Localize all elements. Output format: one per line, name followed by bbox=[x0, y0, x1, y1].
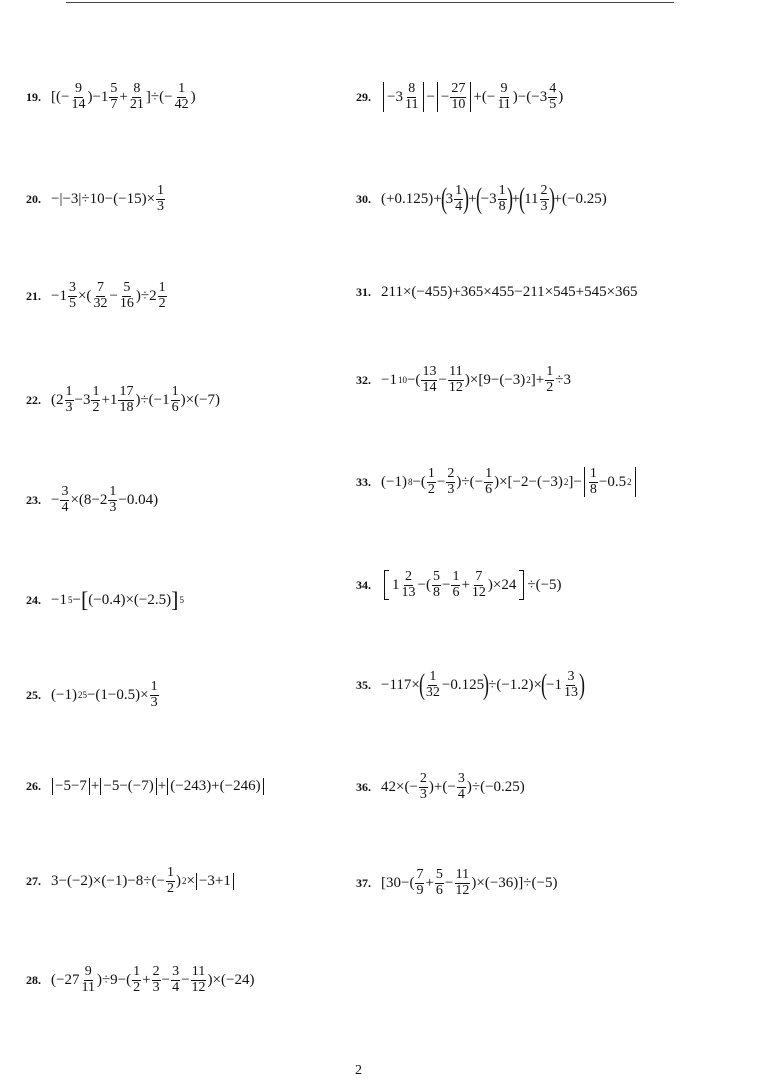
expression: −|−3|÷10−(−15)× $\frac{1}{3}$ bbox=[51, 183, 165, 214]
problem-number: 32. bbox=[356, 372, 371, 387]
problem-number: 33. bbox=[356, 474, 371, 489]
expression: −1 10 −( $\frac{13}{14}$ − $\frac{11}{12}$ )×[9−(−3) 2 ]+ $\frac{1}{2}$ ÷3 bbox=[381, 364, 571, 395]
expression: −3 $\frac{8}{11}$ − − $\frac{27}{10}$ +(− $\frac{9}{11}$ )−(−3 $\frac{4}{5}$ ) bbox=[381, 82, 563, 112]
problem-number: 29. bbox=[356, 89, 371, 104]
problem-number: 34. bbox=[356, 577, 371, 592]
problem-number: 25. bbox=[26, 687, 41, 702]
problem-22 bbox=[26, 385, 220, 415]
problem-number: 19. bbox=[26, 89, 41, 104]
problem-number: 37. bbox=[356, 875, 371, 890]
problem-30 bbox=[356, 184, 607, 214]
problem-number: 35. bbox=[356, 677, 371, 692]
problem-27 bbox=[26, 866, 235, 896]
expression: (−27 $\frac{9}{11}$ )÷9−( $\frac{1}{2}$ + $\frac{2}{3}$ − $\frac{3}{4}$ − $\frac{11}{12}$ )×(−24) bbox=[51, 964, 255, 995]
expression: −1 $\frac{3}{5}$ ×( $\frac{7}{32}$ − $\frac{5}{16}$ )÷2 $\frac{1}{2}$ bbox=[51, 280, 166, 311]
problem-number: 28. bbox=[26, 972, 41, 987]
problem-number: 27. bbox=[26, 873, 41, 888]
problem-35 bbox=[356, 670, 584, 700]
problem-26 bbox=[26, 778, 265, 795]
problem-24 bbox=[26, 587, 184, 613]
problem-number: 20. bbox=[26, 191, 41, 206]
problem-28 bbox=[26, 965, 254, 995]
problem-number: 31. bbox=[356, 285, 371, 299]
expression: 1 $\frac{2}{13}$ −( $\frac{5}{8}$ − $\frac{1}{6}$ + $\frac{7}{12}$ )×24 ÷(−5) bbox=[381, 570, 562, 600]
problem-32 bbox=[356, 365, 571, 395]
problem-37 bbox=[356, 868, 557, 898]
problem-19 bbox=[26, 82, 196, 112]
problem-number: 36. bbox=[356, 779, 371, 794]
header-rule bbox=[66, 2, 674, 3]
problem-36 bbox=[356, 772, 525, 802]
problem-33 bbox=[356, 467, 638, 497]
problem-25 bbox=[26, 680, 160, 710]
problem-number: 23. bbox=[26, 492, 41, 507]
expression: −117× ( $\frac{1}{32}$ −0.125 ) ÷(−1.2)× ( −1 $\frac{3}{13}$ ) bbox=[381, 668, 585, 702]
expression: 42×(− $\frac{2}{3}$ )+(− $\frac{3}{4}$ )÷(−0.25) bbox=[381, 771, 525, 802]
expression: − $\frac{3}{4}$ ×(8−2 $\frac{1}{3}$ −0.04) bbox=[51, 484, 159, 515]
problem-number: 26. bbox=[26, 779, 41, 793]
expression: 3−(−2)×(−1)−8÷(− $\frac{1}{2}$ ) 2 × −3+1 bbox=[51, 866, 235, 896]
problem-number: 30. bbox=[356, 191, 371, 206]
expression: [30−( $\frac{7}{9}$ + $\frac{5}{6}$ − $\frac{11}{12}$ )×(−36)]÷(−5) bbox=[381, 867, 558, 898]
problem-29 bbox=[356, 82, 563, 112]
problem-31 bbox=[356, 284, 638, 301]
expression: [(− $\frac{9}{14}$ )−1 $\frac{5}{7}$ + $\frac{8}{21}$ ]÷(− $\frac{1}{42}$ ) bbox=[51, 81, 196, 112]
expression: (−1) 25 −(1−0.5)× $\frac{1}{3}$ bbox=[51, 679, 158, 710]
problem-number: 21. bbox=[26, 288, 41, 303]
expression: −1 5 − [ (−0.4)×(−2.5) ] 5 bbox=[51, 587, 184, 612]
page-number: 2 bbox=[355, 1063, 362, 1078]
expression: (+0.125)+ ( 3 $\frac{1}{4}$ ) + ( −3 $\frac{1}{8}$ ) + ( 11 $\frac{2}{3}$ ) +(−0.25) bbox=[381, 182, 607, 216]
problem-20 bbox=[26, 184, 166, 214]
problem-number: 24. bbox=[26, 592, 41, 607]
expression: (−1) 8 −( $\frac{1}{2}$ − $\frac{2}{3}$ )÷(− $\frac{1}{6}$ )×[−2−(−3) 2 ]− $\frac{1}{8}$ −0.5 2 bbox=[381, 467, 638, 497]
problem-number: 22. bbox=[26, 392, 41, 407]
expression: −5−7 + −5−(−7) + (−243)+(−246) bbox=[51, 778, 265, 795]
expression: 211×(−455)+365×455−211×545+545×365 bbox=[381, 284, 638, 300]
problem-23 bbox=[26, 485, 158, 515]
expression: (2 $\frac{1}{3}$ −3 $\frac{1}{2}$ +1 $\frac{17}{18}$ )÷(−1 $\frac{1}{6}$ )×(−7) bbox=[51, 384, 221, 415]
problem-34 bbox=[356, 570, 562, 600]
problem-21 bbox=[26, 281, 168, 311]
